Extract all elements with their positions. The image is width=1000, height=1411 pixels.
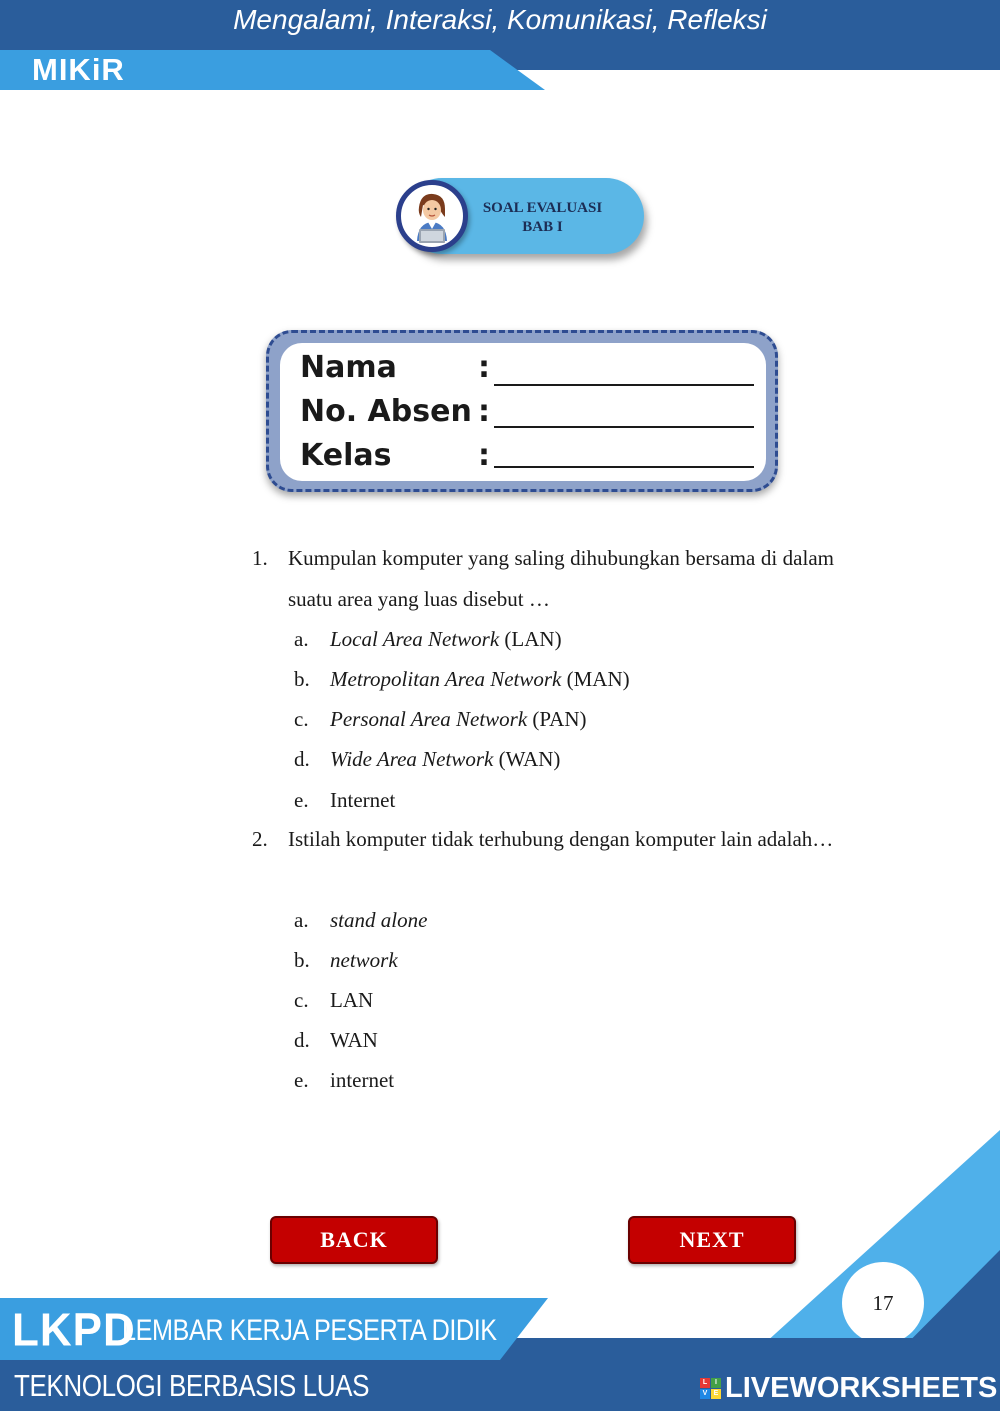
liveworksheets-text: LIVEWORKSHEETS — [725, 1372, 998, 1404]
liveworksheets-logo[interactable] — [700, 1372, 997, 1405]
teacher-at-laptop-icon — [396, 180, 468, 252]
absen-field[interactable] — [494, 404, 754, 428]
option-text: Personal Area Network (PAN) — [330, 707, 587, 731]
liveworksheets-icon: L I V E — [700, 1378, 721, 1399]
page-number: 17 — [842, 1262, 924, 1344]
question-text: Istilah komputer tidak terhubung dengan komputer lain adalah… — [288, 827, 834, 851]
option-letter: a. — [294, 627, 309, 651]
kelas-label: Kelas — [300, 438, 392, 473]
header-title: Mengalami, Interaksi, Komunikasi, Refleksi — [233, 4, 767, 35]
option-text: Local Area Network (LAN) — [330, 627, 562, 651]
absen-colon: : — [478, 394, 490, 429]
kelas-colon: : — [478, 438, 490, 473]
back-button[interactable]: BACK — [270, 1216, 438, 1264]
name-label: Nama — [300, 350, 397, 385]
question-1 — [252, 538, 836, 622]
option-text: Internet — [330, 788, 396, 812]
option-letter: b. — [294, 948, 310, 972]
next-button[interactable]: NEXT — [628, 1216, 796, 1264]
lkpd-label: LKPD — [12, 1304, 136, 1357]
option-text: Metropolitan Area Network (MAN) — [330, 667, 630, 691]
option-letter: e. — [294, 1068, 309, 1092]
option-letter: d. — [294, 747, 310, 771]
lkpd-full-title: LEMBAR KERJA PESERTA DIDIK — [122, 1314, 497, 1347]
badge-line-2: BAB I — [522, 219, 563, 235]
option-letter: b. — [294, 667, 310, 691]
option-text: LAN — [330, 988, 374, 1012]
section-label: MIKiR — [32, 52, 125, 87]
option-text: stand alone — [330, 908, 428, 932]
name-field[interactable] — [494, 362, 754, 386]
option-letter: c. — [294, 707, 309, 731]
option-letter: a. — [294, 908, 309, 932]
kelas-field[interactable] — [494, 444, 754, 468]
name-colon: : — [478, 350, 490, 385]
absen-label: No. Absen — [300, 394, 472, 429]
option-letter: d. — [294, 1028, 310, 1052]
option-text: network — [330, 948, 398, 972]
question-2 — [252, 819, 836, 903]
option-letter: c. — [294, 988, 309, 1012]
question-text: Kumpulan komputer yang saling dihubungkan bersama di dalam suatu area yang luas disebut … — [288, 546, 834, 611]
book-subtitle: TEKNOLOGI BERBASIS LUAS — [14, 1368, 370, 1403]
question-number: 1. — [252, 546, 268, 570]
option-text: WAN — [330, 1028, 378, 1052]
badge-line-1: SOAL EVALUASI — [482, 200, 603, 216]
option-letter: e. — [294, 788, 309, 812]
option-text: Wide Area Network (WAN) — [330, 747, 561, 771]
question-number: 2. — [252, 827, 268, 851]
badge-label — [470, 199, 615, 237]
option-text: internet — [330, 1068, 395, 1092]
